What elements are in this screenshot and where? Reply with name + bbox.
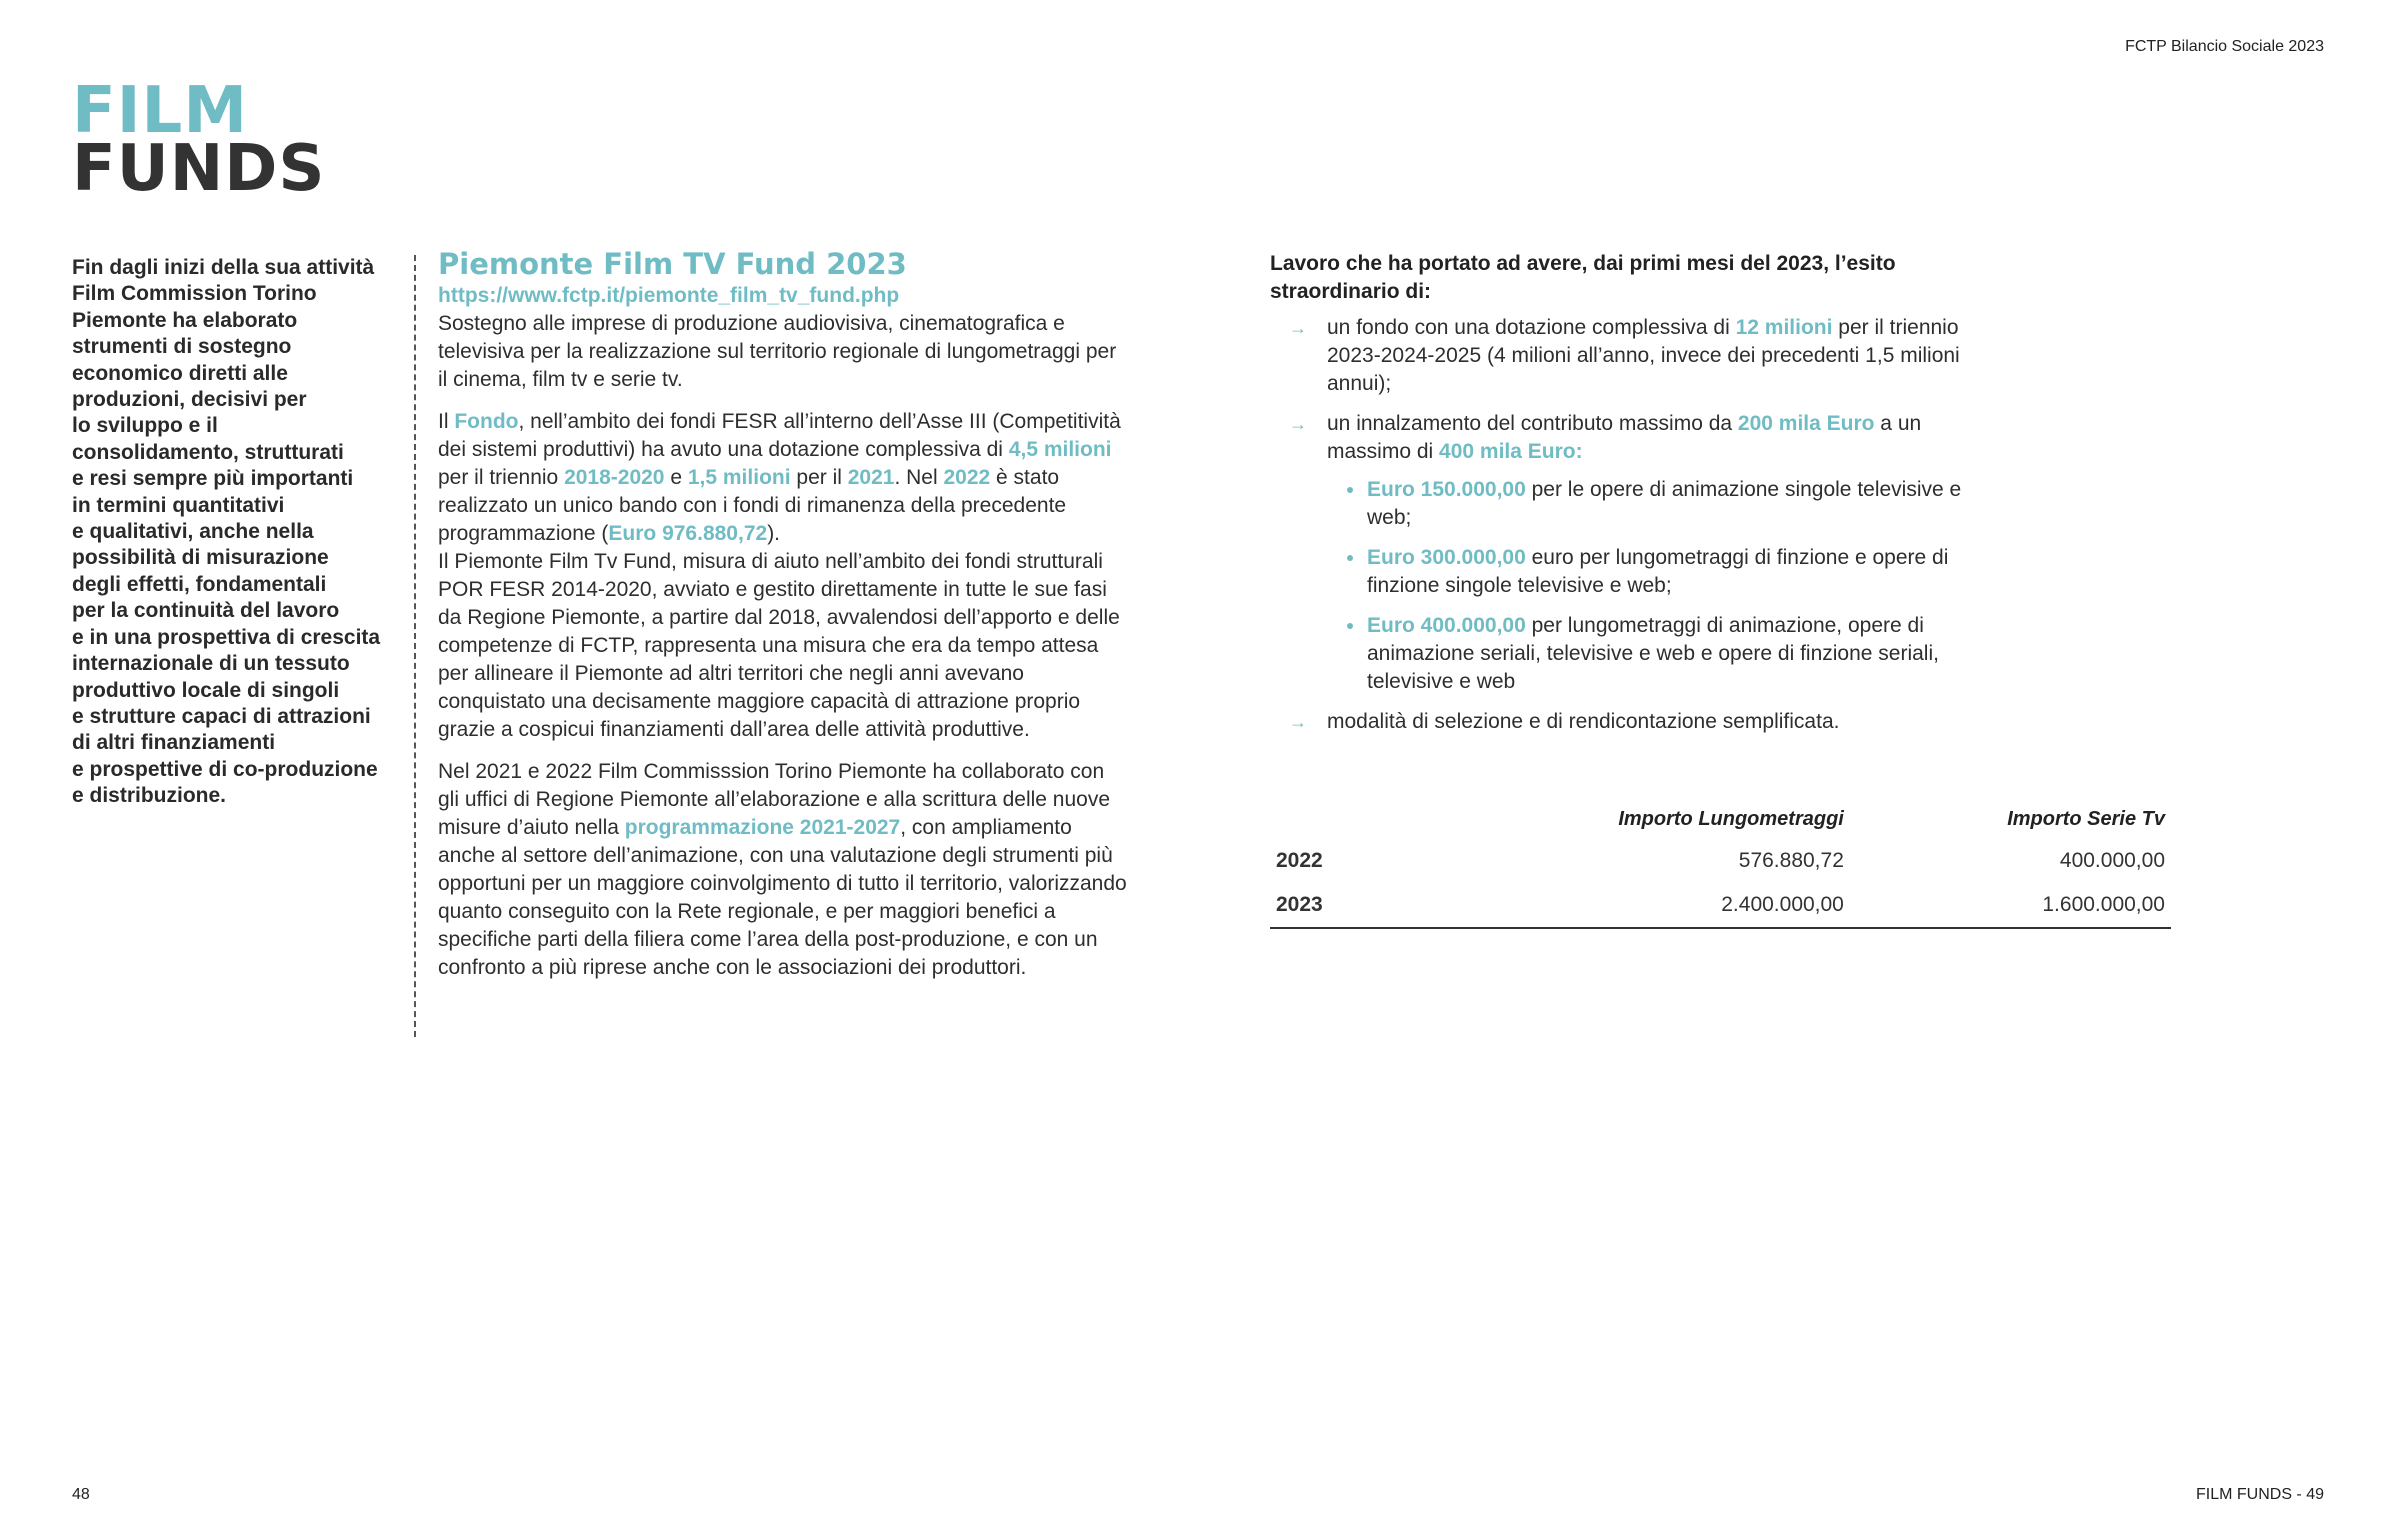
column-header-lungometraggi: Importo Lungometraggi — [1618, 808, 1844, 830]
column-header-serie-tv: Importo Serie Tv — [2007, 808, 2165, 830]
document-header: FCTP Bilancio Sociale 2023 — [2125, 38, 2324, 55]
fund-paragraph-2: Il Fondo, nell’ambito dei fondi FESR all’interno dell’Asse III (Competitività dei sistemi produttivi) ha avuto una dotazione complessiva di 4,5 milioni per il triennio 2018-2020 e 1,5 milioni per il 2021. Nel 2022 è stato realizzato un unico bando con i fondi di rimanenza della precedente programmazione (Euro 976.880,72). — [438, 410, 1121, 545]
table-row — [1270, 839, 2171, 883]
lungometraggi-cell: 576.880,72 — [1738, 849, 1844, 872]
intro-text: Fin dagli inizi della sua attività Film Commission Torino Piemonte ha elaborato strumenti di sostegno economico diretti alle produzioni, decisivi per lo sviluppo e il consolidamento, strutturati e resi sempre più importanti in termini quantitativi e qualitativi, anche nella possibilità di misurazione degli effetti, fondamentali per la continuità del lavoro e in una prospettiva di crescita internazionale di un tessuto produttivo locale di singoli e strutture capaci di attrazioni di altri finanziamenti e prospettive di co-produzione e distribuzione. — [72, 256, 381, 808]
page-number-right: FILM FUNDS - 49 — [2195, 1486, 2324, 1503]
arrow-right-icon: → — [1289, 414, 1307, 434]
table-row — [1270, 883, 2171, 928]
fund-paragraph-3: Nel 2021 e 2022 Film Commisssion Torino Piemonte ha collaborato con gli uffici di Regione Piemonte all’elaborazione e alla scrittura delle nuove misure d’aiuto nella programmazione 2021-2027, con ampliamento anche al settore dell’animazione, con una valutazione degli strumenti più opportuni per un maggiore coinvolgimento di tutto il territorio, valorizzando quanto conseguito con la Rete regionale, e per maggiori benefici a specifiche parti della filiera come l’area della post-produzione, e con un confronto a più riprese anche con le associazioni dei produttori. — [438, 760, 1127, 979]
page-title-line2: FUNDS — [72, 132, 326, 206]
fund-paragraph-2b: Il Piemonte Film Tv Fund, misura di aiuto nell’ambito dei fondi strutturali POR FESR 2014-2020, avviato e gestito direttamente in tutte le sue fasi da Regione Piemonte, a partire dal 2018, avvalendosi dell’apporto e delle competenze di FCTP, rappresenta una misura che era da tempo attesa per allineare il Piemonte ad altri territori che negli anni avevano conquistato una decisamente maggiore capacità di attrazione proprio grazie a cospicui finanziamenti dall’area delle attività produttive. — [438, 550, 1120, 741]
dashed-divider — [414, 255, 416, 1037]
table-header-row — [1270, 800, 2171, 839]
fund-paragraph-1: Sostegno alle imprese di produzione audiovisiva, cinematografica e televisiva per la realizzazione sul territorio regionale di lungometraggi per il cinema, film tv e serie tv. — [438, 312, 1117, 391]
list-item: → modalità di selezione e di rendicontazione semplificata. — [1270, 708, 1990, 736]
list-item: → un fondo con una dotazione complessiva di 12 milioni per il triennio 2023-2024-2025 (4 milioni all’anno, invece dei precedenti 1,5 milioni annui); — [1289, 316, 1960, 395]
page-title — [72, 74, 326, 206]
arrow-right-icon: → — [1289, 318, 1307, 338]
results-section — [1270, 250, 1990, 748]
year-cell: 2022 — [1276, 849, 1323, 872]
serie-tv-cell: 1.600.000,00 — [1850, 883, 2171, 928]
funding-table — [1270, 800, 2171, 929]
page-title-line1: FILM — [72, 74, 248, 148]
serie-tv-cell: 400.000,00 — [2059, 849, 2165, 872]
sub-list-item: Euro 150.000,00 per le opere di animazione singole televisive e web; — [1327, 476, 1990, 532]
fund-section — [438, 246, 1128, 982]
bullet-icon — [1347, 623, 1353, 629]
bullet-icon — [1347, 555, 1353, 561]
results-intro: Lavoro che ha portato ad avere, dai primi mesi del 2023, l’esito straordinario di: — [1270, 252, 1896, 303]
sub-list-item: Euro 400.000,00 per lungometraggi di animazione, opere di animazione seriali, televisive e web e opere di finzione seriali, televisive e web — [1327, 612, 1990, 696]
sub-list-item: Euro 300.000,00 euro per lungometraggi di finzione e opere di finzione singole televisive e web; — [1327, 544, 1990, 600]
sub-list — [1327, 476, 1990, 696]
page-number-left: 48 — [72, 1486, 90, 1503]
arrow-right-icon: → — [1289, 712, 1307, 732]
fund-url-link[interactable]: https://www.fctp.it/piemonte_film_tv_fund.php — [438, 284, 900, 307]
list-item: → un innalzamento del contributo massimo da 200 mila Euro a un massimo di 400 mila Euro: Euro 150.000,00 per le opere di animazione singole televisive e web; Euro 300.000,00 euro per lungometraggi di finzione e opere di finzione singole televisive e web; Euro 400.000,00 per lungometraggi di animazione, opere di animazione seriali, televisive e web e opere di finzione seriali, televisive e web — [1270, 410, 1990, 696]
year-cell: 2023 — [1270, 883, 1396, 928]
bullet-icon — [1347, 487, 1353, 493]
fund-title: Piemonte Film TV Fund 2023 — [438, 247, 907, 281]
lungometraggi-cell: 2.400.000,00 — [1396, 883, 1850, 928]
